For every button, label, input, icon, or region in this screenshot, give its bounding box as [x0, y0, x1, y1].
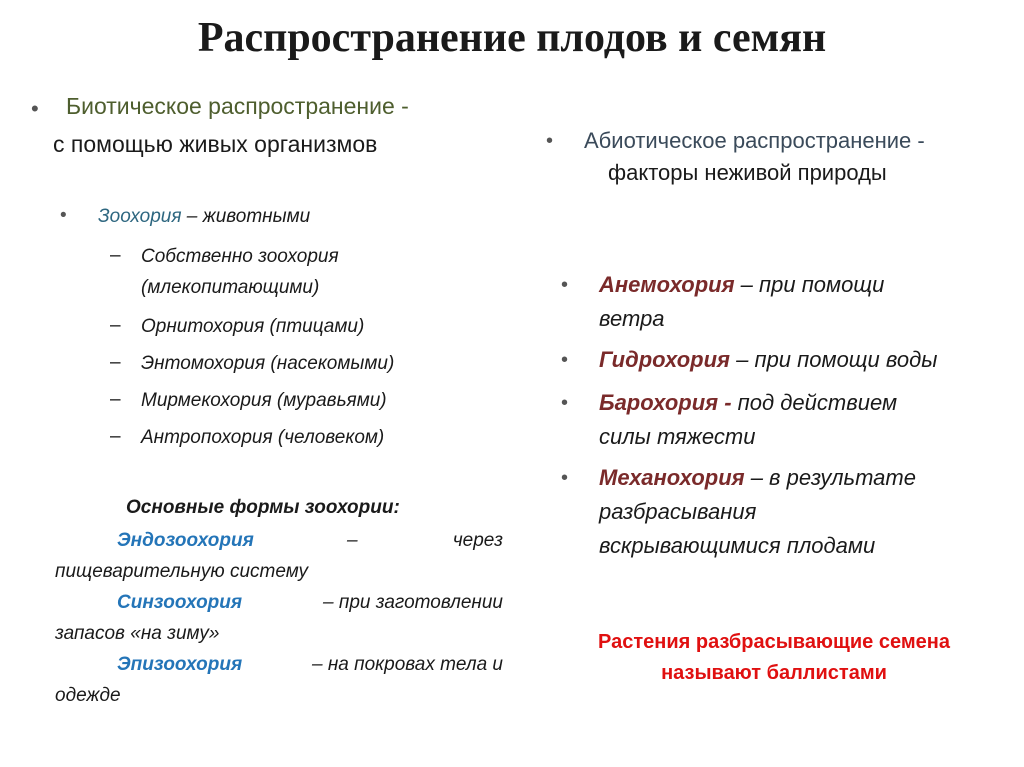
- ballists-line: Растения разбрасывающие семена: [598, 631, 950, 653]
- epizoochory-rest: – на покровах тела и: [311, 654, 503, 675]
- barochory-rest: под действием: [731, 390, 898, 415]
- dash-icon: –: [110, 426, 121, 447]
- anemochory-rest: – при помощи: [734, 272, 885, 297]
- dash-icon: –: [110, 389, 121, 410]
- forms-title: Основные формы зоохории:: [126, 497, 400, 518]
- mechanochory-rest: – в результате: [744, 465, 916, 490]
- hydrochory-item: [599, 343, 937, 377]
- hydrochory-term: Гидрохория: [599, 347, 730, 372]
- dash-icon: –: [110, 315, 121, 336]
- endozoochory-rest2: пищеварительную систему: [55, 561, 309, 582]
- bullet-icon: •: [561, 467, 569, 489]
- zoochory-desc: – животными: [181, 206, 311, 227]
- zoochory-term: Зоохория: [98, 206, 182, 227]
- endozoochory-term: Эндозоохория: [117, 530, 254, 551]
- forms-block: [55, 525, 503, 711]
- subitem-line: Собственно зоохория: [141, 246, 339, 267]
- abiotic-heading: Абиотическое распространение -: [584, 128, 925, 153]
- zoochory-item: [98, 206, 310, 228]
- biotic-subheading: с помощью живых организмов: [53, 131, 378, 157]
- bullet-icon: •: [561, 392, 569, 414]
- synzoochory-term: Синзоохория: [117, 592, 243, 613]
- biotic-heading: Биотическое распространение -: [66, 93, 409, 119]
- barochory-term: Барохория -: [599, 390, 732, 415]
- subitem-ornithochory: Орнитохория (птицами): [141, 316, 365, 337]
- subitem-myrmecochory: Мирмекохория (муравьями): [141, 390, 387, 411]
- slide-title: Распространение плодов и семян: [197, 15, 827, 61]
- anemochory-rest2: ветра: [599, 306, 665, 331]
- epizoochory-rest2: одежде: [55, 685, 121, 706]
- subitem-line: (млекопитающими): [141, 277, 320, 298]
- synzoochory-rest: – при заготовлении: [323, 592, 503, 613]
- abiotic-subheading: факторы неживой природы: [608, 160, 887, 185]
- mechanochory-rest2: разбрасывания: [599, 499, 757, 524]
- bullet-icon: •: [561, 349, 569, 371]
- endo-line: [55, 525, 503, 556]
- epi-line: [55, 649, 503, 680]
- barochory-item: [599, 386, 897, 454]
- bullet-icon: •: [60, 205, 67, 226]
- syn-line: [55, 587, 503, 618]
- synzoochory-rest2: запасов «на зиму»: [55, 623, 220, 644]
- mechanochory-term: Механохория: [599, 465, 745, 490]
- hydrochory-rest: – при помощи воды: [730, 347, 938, 372]
- mechanochory-item: [599, 461, 916, 563]
- bullet-icon: •: [546, 130, 554, 152]
- barochory-rest2: силы тяжести: [599, 424, 756, 449]
- subitem-own-zoochory: [141, 241, 339, 303]
- ballists-line: называют баллистами: [661, 662, 887, 684]
- epizoochory-term: Эпизоохория: [117, 654, 243, 675]
- subitem-anthropochory: Антропохория (человеком): [141, 427, 385, 448]
- endozoochory-rest: через: [452, 530, 503, 551]
- endozoochory-dash: –: [347, 530, 358, 551]
- ballists-note: [544, 627, 1004, 689]
- bullet-icon: •: [561, 274, 569, 296]
- anemochory-item: [599, 268, 884, 336]
- dash-icon: –: [110, 245, 121, 266]
- anemochory-term: Анемохория: [599, 272, 735, 297]
- bullet-icon: •: [31, 96, 39, 121]
- mechanochory-rest3: вскрывающимися плодами: [599, 533, 876, 558]
- dash-icon: –: [110, 352, 121, 373]
- subitem-entomochory: Энтомохория (насекомыми): [141, 353, 395, 374]
